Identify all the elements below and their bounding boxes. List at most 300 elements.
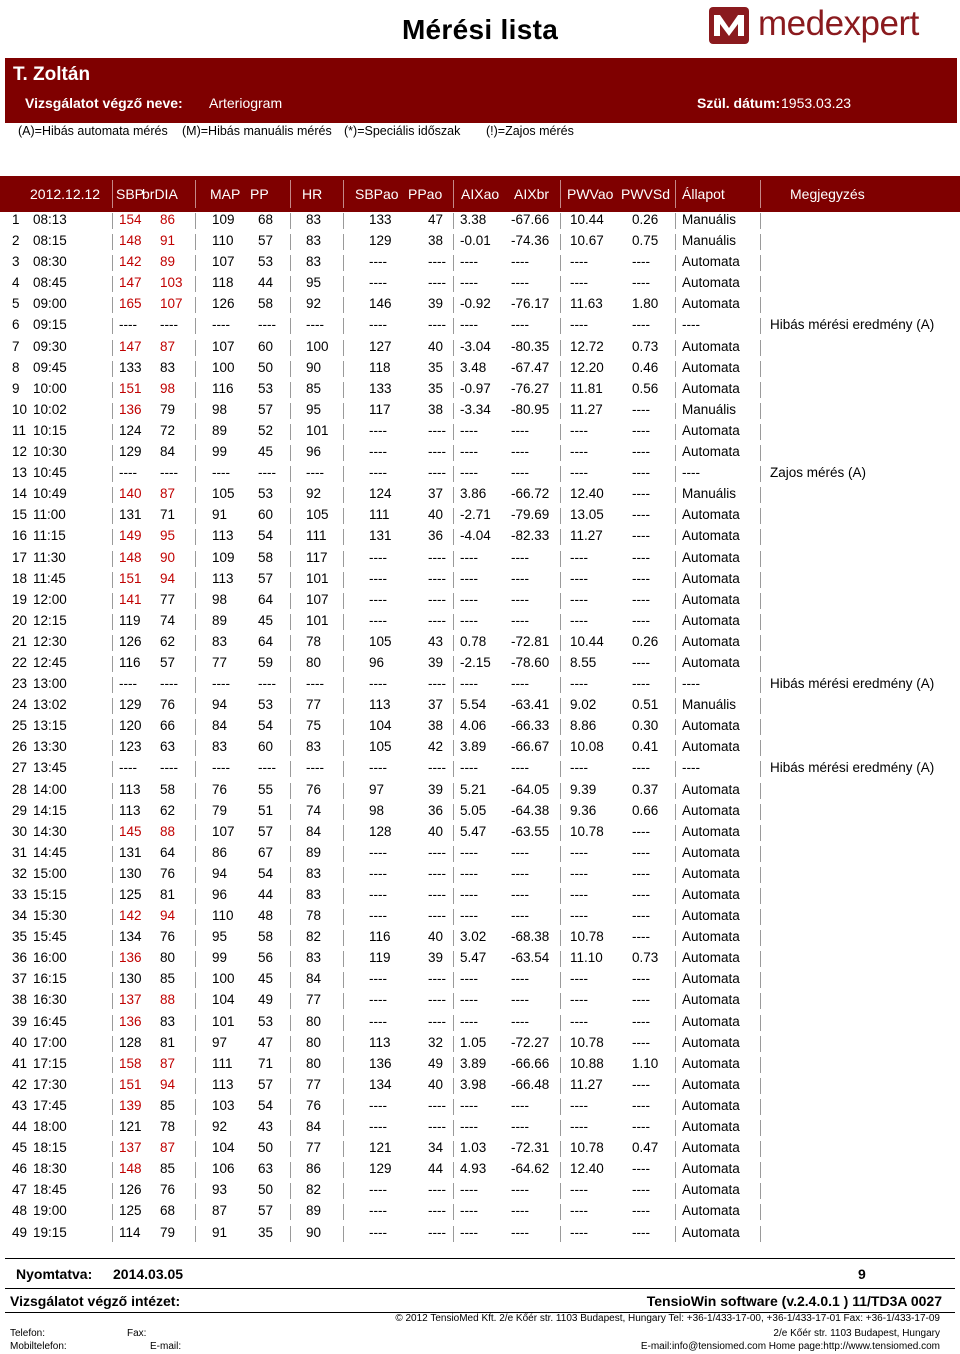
- cell-map: 103: [212, 1097, 235, 1113]
- cell-pwvao: ----: [570, 1119, 588, 1135]
- table-row: [0, 990, 960, 1011]
- cell-map: 104: [212, 1140, 235, 1156]
- cell-hr: 78: [306, 633, 322, 649]
- logo-wordmark: medexpert: [758, 4, 919, 43]
- cell-hr: 105: [306, 507, 329, 523]
- cell-pwvao: ----: [570, 1013, 588, 1029]
- cell-dia: 76: [160, 1182, 176, 1198]
- cell-map: 83: [212, 739, 228, 755]
- cell-pwvao: ----: [570, 254, 588, 270]
- cell-ppao: 36: [428, 528, 444, 544]
- cell-map: 107: [212, 823, 235, 839]
- header-megjegyzes: Megjegyzés: [790, 186, 865, 202]
- cell-aixao: 3.89: [460, 1055, 487, 1071]
- cell-aixao: -2.71: [460, 507, 491, 523]
- cell-sbpao: ----: [369, 865, 387, 881]
- cell-row-number: 26: [12, 739, 28, 755]
- cell-sbpao: ----: [369, 612, 387, 628]
- cell-aixao: ----: [460, 760, 478, 776]
- cell-status: Automata: [682, 633, 740, 649]
- cell-sbpao: ----: [369, 1119, 387, 1135]
- cell-ppao: ----: [428, 865, 446, 881]
- cell-aixao: ----: [460, 570, 478, 586]
- cell-pwvsd: 0.30: [632, 718, 659, 734]
- cell-pp: 53: [258, 486, 274, 502]
- cell-status: Automata: [682, 1076, 740, 1092]
- cell-aixao: ----: [460, 317, 478, 333]
- cell-row-number: 44: [12, 1119, 28, 1135]
- cell-aixbr: -76.17: [511, 296, 550, 312]
- cell-pwvsd: ----: [632, 865, 650, 881]
- cell-ppao: 39: [428, 781, 444, 797]
- cell-aixbr: ----: [511, 1224, 529, 1240]
- cell-sbp: 130: [119, 865, 142, 881]
- cell-aixao: ----: [460, 908, 478, 924]
- cell-pwvao: ----: [570, 760, 588, 776]
- cell-time: 14:15: [33, 802, 67, 818]
- cell-pwvsd: 0.73: [632, 338, 659, 354]
- cell-aixbr: ----: [511, 444, 529, 460]
- cell-map: 97: [212, 1034, 228, 1050]
- cell-hr: 83: [306, 865, 322, 881]
- cell-pwvsd: 0.41: [632, 739, 659, 755]
- cell-pp: 53: [258, 1013, 274, 1029]
- cell-map: ----: [212, 676, 230, 692]
- cell-map: 105: [212, 486, 235, 502]
- cell-aixbr: ----: [511, 1119, 529, 1135]
- cell-aixao: ----: [460, 971, 478, 987]
- cell-sbp: 139: [119, 1097, 142, 1113]
- cell-map: 83: [212, 633, 228, 649]
- table-row: [0, 1033, 960, 1054]
- cell-row-number: 35: [12, 929, 28, 945]
- cell-aixbr: -67.66: [511, 212, 550, 227]
- cell-sbpao: ----: [369, 444, 387, 460]
- table-row: [0, 1138, 960, 1159]
- cell-pwvsd: ----: [632, 908, 650, 924]
- cell-time: 17:30: [33, 1076, 67, 1092]
- cell-time: 11:45: [33, 570, 66, 586]
- header-pwvsd: PWVSd: [621, 186, 671, 202]
- table-row: [0, 1223, 960, 1244]
- cell-aixao: ----: [460, 422, 478, 438]
- cell-note: Hibás mérési eredmény (A): [770, 760, 935, 776]
- table-row: [0, 337, 960, 358]
- cell-sbpao: ----: [369, 591, 387, 607]
- cell-pwvsd: 0.37: [632, 781, 659, 797]
- cell-aixao: -4.04: [460, 528, 491, 544]
- cell-ppao: 42: [428, 739, 444, 755]
- cell-map: 100: [212, 359, 235, 375]
- cell-aixbr: -72.81: [511, 633, 550, 649]
- cell-dia: 88: [160, 823, 176, 839]
- cell-time: 11:15: [33, 528, 66, 544]
- cell-aixao: ----: [460, 865, 478, 881]
- cell-sbp: 123: [119, 739, 142, 755]
- dob-label: Szül. dátum:: [697, 95, 781, 111]
- cell-row-number: 4: [12, 275, 20, 291]
- cell-sbp: 114: [119, 1224, 141, 1240]
- cell-sbpao: ----: [369, 844, 387, 860]
- cell-status: Automata: [682, 1013, 740, 1029]
- cell-dia: 87: [160, 486, 176, 502]
- cell-sbp: 113: [119, 781, 141, 797]
- cell-status: Automata: [682, 887, 740, 902]
- cell-hr: 77: [306, 1076, 322, 1092]
- page-number: 9: [858, 1266, 866, 1282]
- cell-sbpao: ----: [369, 1013, 387, 1029]
- cell-row-number: 38: [12, 992, 28, 1008]
- cell-sbp: 148: [119, 1161, 142, 1177]
- cell-map: ----: [212, 760, 230, 776]
- cell-aixbr: ----: [511, 612, 529, 628]
- cell-pwvao: ----: [570, 971, 588, 987]
- cell-pwvao: 11.27: [570, 401, 603, 417]
- cell-pp: 68: [258, 212, 274, 227]
- cell-time: 09:00: [33, 296, 67, 312]
- cell-map: 126: [212, 296, 235, 312]
- cell-row-number: 27: [12, 760, 28, 776]
- cell-pp: 48: [258, 908, 274, 924]
- cell-dia: 80: [160, 950, 176, 966]
- cell-sbpao: 121: [369, 1140, 392, 1156]
- cell-pwvsd: ----: [632, 1203, 650, 1219]
- cell-status: Automata: [682, 422, 740, 438]
- cell-map: 106: [212, 1161, 235, 1177]
- cell-pwvao: 11.10: [570, 950, 603, 966]
- cell-sbp: 148: [119, 549, 142, 565]
- cell-sbp: 128: [119, 1034, 142, 1050]
- cell-sbpao: ----: [369, 992, 387, 1008]
- cell-sbp: 125: [119, 1203, 142, 1219]
- cell-map: 113: [212, 528, 234, 544]
- cell-time: 08:30: [33, 254, 67, 270]
- cell-map: 79: [212, 802, 228, 818]
- cell-pwvsd: ----: [632, 444, 650, 460]
- cell-status: Automata: [682, 929, 740, 945]
- cell-sbp: 131: [119, 507, 142, 523]
- cell-pwvao: ----: [570, 317, 588, 333]
- cell-sbp: 148: [119, 233, 142, 249]
- cell-pp: ----: [258, 317, 276, 333]
- cell-dia: 74: [160, 612, 176, 628]
- cell-ppao: 34: [428, 1140, 444, 1156]
- table-row: [0, 1117, 960, 1138]
- cell-pp: 50: [258, 1182, 274, 1198]
- cell-ppao: ----: [428, 1013, 446, 1029]
- table-row: [0, 1180, 960, 1201]
- table-row: [0, 674, 960, 695]
- cell-aixbr: ----: [511, 591, 529, 607]
- cell-sbpao: ----: [369, 254, 387, 270]
- cell-pwvao: ----: [570, 1097, 588, 1113]
- cell-time: 17:00: [33, 1034, 67, 1050]
- cell-dia: 94: [160, 570, 176, 586]
- cell-row-number: 34: [12, 908, 28, 924]
- cell-hr: 92: [306, 486, 322, 502]
- cell-aixbr: -63.41: [511, 697, 550, 713]
- cell-time: 19:15: [33, 1224, 67, 1240]
- cell-pp: 71: [258, 1055, 274, 1071]
- cell-map: 107: [212, 254, 235, 270]
- cell-pp: 60: [258, 507, 274, 523]
- cell-row-number: 25: [12, 718, 28, 734]
- cell-sbp: 130: [119, 971, 142, 987]
- cell-row-number: 5: [12, 296, 20, 312]
- cell-status: Manuális: [682, 486, 737, 502]
- cell-ppao: ----: [428, 422, 446, 438]
- cell-pwvsd: ----: [632, 507, 650, 523]
- dob-value: 1953.03.23: [781, 95, 852, 111]
- cell-aixao: ----: [460, 612, 478, 628]
- cell-dia: 87: [160, 1140, 176, 1156]
- cell-pwvao: 9.02: [570, 697, 597, 713]
- cell-pwvsd: 0.73: [632, 950, 659, 966]
- cell-dia: 95: [160, 528, 176, 544]
- cell-pp: 53: [258, 254, 274, 270]
- cell-pp: 57: [258, 823, 274, 839]
- cell-aixao: ----: [460, 676, 478, 692]
- cell-aixao: ----: [460, 1097, 478, 1113]
- cell-sbpao: 129: [369, 1161, 392, 1177]
- cell-aixao: 1.05: [460, 1034, 487, 1050]
- cell-time: 12:45: [33, 654, 67, 670]
- cell-dia: 98: [160, 380, 176, 396]
- table-row: [0, 1201, 960, 1222]
- cell-ppao: 40: [428, 338, 444, 354]
- cell-pwvao: 11.27: [570, 528, 603, 544]
- institution-label: Vizsgálatot végző intézet:: [10, 1293, 181, 1309]
- cell-hr: 80: [306, 1034, 322, 1050]
- cell-pwvao: 11.81: [570, 380, 603, 396]
- cell-pp: 67: [258, 844, 274, 860]
- cell-row-number: 17: [12, 549, 28, 565]
- cell-pwvao: 12.40: [570, 486, 604, 502]
- table-row: [0, 379, 960, 400]
- cell-sbp: 131: [119, 844, 142, 860]
- table-row: [0, 252, 960, 273]
- printed-date: 2014.03.05: [113, 1266, 184, 1282]
- cell-pwvsd: ----: [632, 929, 650, 945]
- cell-row-number: 36: [12, 950, 28, 966]
- cell-status: Automata: [682, 739, 740, 755]
- cell-pp: 44: [258, 887, 274, 902]
- cell-sbpao: 113: [369, 697, 391, 713]
- cell-hr: 83: [306, 739, 322, 755]
- header-sbp: SBP: [116, 186, 145, 202]
- cell-row-number: 19: [12, 591, 28, 607]
- cell-aixao: 3.38: [460, 212, 487, 227]
- table-row: [0, 611, 960, 632]
- cell-pwvao: ----: [570, 549, 588, 565]
- cell-aixbr: ----: [511, 570, 529, 586]
- cell-row-number: 33: [12, 887, 28, 902]
- cell-pp: 63: [258, 1161, 274, 1177]
- cell-sbp: ----: [119, 760, 137, 776]
- cell-dia: ----: [160, 465, 178, 481]
- cell-ppao: ----: [428, 570, 446, 586]
- cell-sbp: 134: [119, 929, 142, 945]
- cell-status: ----: [682, 676, 700, 692]
- cell-pwvao: ----: [570, 676, 588, 692]
- table-row: [0, 948, 960, 969]
- cell-sbpao: ----: [369, 317, 387, 333]
- cell-aixao: 5.47: [460, 823, 487, 839]
- cell-status: Manuális: [682, 697, 737, 713]
- cell-aixbr: -63.55: [511, 823, 550, 839]
- cell-aixao: 3.98: [460, 1076, 487, 1092]
- cell-time: 14:30: [33, 823, 67, 839]
- header-date: 2012.12.12: [30, 186, 101, 202]
- cell-dia: 90: [160, 549, 176, 565]
- cell-sbpao: ----: [369, 422, 387, 438]
- cell-aixbr: -66.72: [511, 486, 550, 502]
- table-row: [0, 780, 960, 801]
- cell-sbpao: 129: [369, 233, 392, 249]
- cell-map: 110: [212, 233, 234, 249]
- table-row: [0, 231, 960, 252]
- cell-pp: ----: [258, 465, 276, 481]
- cell-dia: 81: [160, 1034, 176, 1050]
- cell-pwvao: 10.78: [570, 823, 604, 839]
- cell-status: Automata: [682, 802, 740, 818]
- cell-aixbr: -80.35: [511, 338, 550, 354]
- cell-dia: 68: [160, 1203, 176, 1219]
- cell-pwvsd: ----: [632, 971, 650, 987]
- cell-sbp: 165: [119, 296, 142, 312]
- cell-sbpao: ----: [369, 760, 387, 776]
- cell-row-number: 14: [12, 486, 28, 502]
- cell-sbpao: 116: [369, 929, 391, 945]
- cell-hr: 96: [306, 444, 322, 460]
- cell-pwvao: ----: [570, 422, 588, 438]
- cell-dia: 87: [160, 338, 176, 354]
- cell-aixao: 3.86: [460, 486, 487, 502]
- cell-aixao: ----: [460, 992, 478, 1008]
- cell-time: 14:45: [33, 844, 67, 860]
- cell-map: 100: [212, 971, 235, 987]
- cell-pwvao: 13.05: [570, 507, 604, 523]
- cell-hr: 89: [306, 1203, 322, 1219]
- cell-ppao: 37: [428, 697, 444, 713]
- table-row: [0, 843, 960, 864]
- table-row: [0, 969, 960, 990]
- cell-time: 08:13: [33, 212, 67, 227]
- cell-time: 09:45: [33, 359, 67, 375]
- cell-row-number: 39: [12, 1013, 28, 1029]
- cell-map: 111: [212, 1055, 233, 1071]
- cell-status: Automata: [682, 992, 740, 1008]
- cell-map: 109: [212, 212, 235, 227]
- cell-hr: 84: [306, 1119, 322, 1135]
- cell-sbpao: 124: [369, 486, 392, 502]
- cell-dia: 87: [160, 1055, 176, 1071]
- cell-pwvsd: ----: [632, 275, 650, 291]
- cell-aixbr: -79.69: [511, 507, 550, 523]
- cell-ppao: 37: [428, 486, 444, 502]
- cell-pwvao: ----: [570, 275, 588, 291]
- cell-hr: 82: [306, 929, 322, 945]
- cell-pwvsd: ----: [632, 612, 650, 628]
- table-row: [0, 822, 960, 843]
- cell-pp: 44: [258, 275, 274, 291]
- cell-status: Automata: [682, 718, 740, 734]
- cell-row-number: 49: [12, 1224, 28, 1240]
- cell-aixao: ----: [460, 844, 478, 860]
- cell-pwvsd: ----: [632, 760, 650, 776]
- cell-pp: 57: [258, 233, 274, 249]
- cell-pwvao: ----: [570, 465, 588, 481]
- cell-sbpao: 105: [369, 739, 392, 755]
- cell-pwvsd: ----: [632, 1119, 650, 1135]
- cell-aixao: ----: [460, 1013, 478, 1029]
- cell-pwvao: ----: [570, 444, 588, 460]
- cell-dia: 103: [160, 275, 183, 291]
- cell-map: 89: [212, 612, 228, 628]
- cell-pwvsd: 0.26: [632, 633, 659, 649]
- cell-pwvsd: 0.56: [632, 380, 659, 396]
- cell-pp: 57: [258, 1076, 274, 1092]
- cell-pwvsd: ----: [632, 1161, 650, 1177]
- cell-sbp: ----: [119, 676, 137, 692]
- table-row: [0, 1054, 960, 1075]
- cell-pp: 47: [258, 1034, 274, 1050]
- cell-sbpao: 111: [369, 507, 390, 523]
- cell-sbp: ----: [119, 465, 137, 481]
- cell-aixao: 0.78: [460, 633, 487, 649]
- cell-pp: 57: [258, 570, 274, 586]
- cell-map: 86: [212, 844, 228, 860]
- cell-time: 11:30: [33, 549, 66, 565]
- cell-sbpao: ----: [369, 887, 387, 902]
- cell-pwvsd: ----: [632, 317, 650, 333]
- cell-map: 99: [212, 444, 228, 460]
- header-pwvao: PWVao: [567, 186, 614, 202]
- cell-status: Automata: [682, 1140, 740, 1156]
- cell-ppao: ----: [428, 908, 446, 924]
- cell-hr: 83: [306, 254, 322, 270]
- cell-pp: 54: [258, 1097, 274, 1113]
- cell-sbp: 142: [119, 908, 142, 924]
- cell-pwvsd: ----: [632, 1224, 650, 1240]
- cell-ppao: 38: [428, 233, 444, 249]
- cell-pwvsd: ----: [632, 887, 650, 902]
- cell-time: 15:45: [33, 929, 67, 945]
- copyright: © 2012 TensioMed Kft. 2/e Kőér str. 1103 Budapest, Hungary Tel: +36-1/433-17-00, +36-1/433-17-01 Fax: +36-1/433-17-09: [395, 1313, 940, 1324]
- cell-pp: 58: [258, 296, 274, 312]
- cell-time: 09:30: [33, 338, 67, 354]
- cell-sbpao: 98: [369, 802, 385, 818]
- cell-time: 08:45: [33, 275, 67, 291]
- cell-time: 08:15: [33, 233, 67, 249]
- cell-pp: 58: [258, 549, 274, 565]
- cell-map: 116: [212, 380, 234, 396]
- cell-aixao: ----: [460, 275, 478, 291]
- printed-label: Nyomtatva:: [16, 1266, 93, 1282]
- cell-row-number: 42: [12, 1076, 28, 1092]
- cell-aixbr: -82.33: [511, 528, 550, 544]
- cell-ppao: ----: [428, 612, 446, 628]
- cell-sbp: 129: [119, 697, 142, 713]
- cell-row-number: 20: [12, 612, 28, 628]
- cell-sbp: 154: [119, 212, 142, 227]
- cell-pwvao: ----: [570, 844, 588, 860]
- cell-map: 87: [212, 1203, 228, 1219]
- cell-aixbr: ----: [511, 992, 529, 1008]
- cell-dia: 83: [160, 359, 176, 375]
- cell-status: Automata: [682, 275, 740, 291]
- cell-dia: 58: [160, 781, 176, 797]
